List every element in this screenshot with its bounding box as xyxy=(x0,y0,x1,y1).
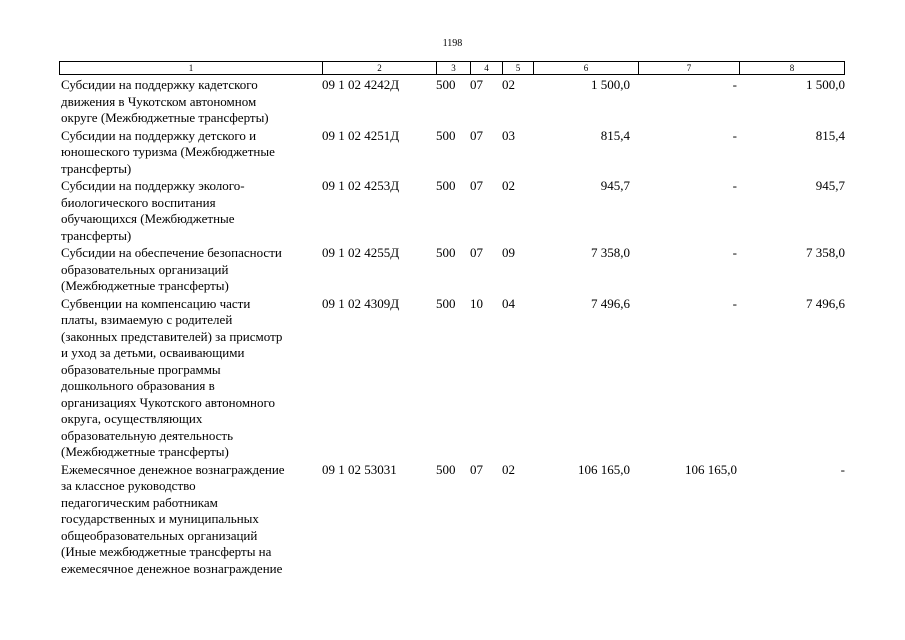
row-name-line: биологического воспитания xyxy=(61,194,216,210)
row-name-line: образовательных организаций xyxy=(61,261,229,277)
row-code: 09 1 02 4242Д xyxy=(322,77,400,92)
row-name-line: обучающихся (Межбюджетные xyxy=(61,211,235,226)
row-name xyxy=(61,245,319,295)
row-name-line: платы, взимаемую с родителей xyxy=(61,312,233,327)
row-name-line: Субвенции на компенсацию части xyxy=(61,295,251,311)
row-name-line: Субсидии на поддержку кадетского xyxy=(61,77,258,92)
row-name xyxy=(61,128,319,178)
row-col-4: 07 xyxy=(470,127,483,143)
row-name-line: общеобразовательных организаций xyxy=(61,527,258,543)
row-name-line: ежемесячное денежное вознаграждение xyxy=(61,560,283,576)
row-name-line: трансферты) xyxy=(61,227,132,243)
row-col-5: 02 xyxy=(502,77,515,92)
row-col-3: 500 xyxy=(436,77,456,92)
row-col-4: 07 xyxy=(470,178,483,193)
row-col-3: 500 xyxy=(436,295,456,311)
header-col-1: 1 xyxy=(188,63,194,73)
header-col-6: 6 xyxy=(533,62,638,74)
row-col-8: 7 496,6 xyxy=(806,295,845,311)
row-code: 09 1 02 4253Д xyxy=(322,178,400,193)
row-col-6: 815,4 xyxy=(600,127,630,143)
row-code: 09 1 02 53031 xyxy=(322,461,397,477)
row-name xyxy=(61,77,319,127)
row-col-3: 500 xyxy=(436,245,456,260)
row-col-4: 10 xyxy=(470,295,483,311)
row-col-8: 1 500,0 xyxy=(806,77,845,92)
row-name-line: (Иные межбюджетные трансферты на xyxy=(61,544,272,559)
row-name-line: (Межбюджетные трансферты) xyxy=(61,444,229,459)
row-name-line: трансферты) xyxy=(61,160,132,176)
row-col-7: - xyxy=(732,77,737,92)
row-name-line: Субсидии на обеспечение безопасности xyxy=(61,245,282,260)
header-col-7: 7 xyxy=(638,62,739,74)
row-col-8: - xyxy=(840,461,845,477)
row-col-6: 1 500,0 xyxy=(591,77,630,92)
row-name-line: округа, осуществляющих xyxy=(61,411,203,426)
header-col-4: 4 xyxy=(470,62,502,74)
row-name-line: образовательные программы xyxy=(61,361,221,377)
row-col-6: 7 358,0 xyxy=(591,245,630,260)
row-col-7: 106 165,0 xyxy=(685,461,737,477)
row-col-5: 02 xyxy=(502,461,515,477)
row-col-8: 7 358,0 xyxy=(806,245,845,260)
row-code: 09 1 02 4309Д xyxy=(322,295,400,311)
row-name-line: Ежемесячное денежное вознаграждение xyxy=(61,461,285,477)
row-name-line: (законных представителей) за присмотр xyxy=(61,328,283,344)
row-col-5: 02 xyxy=(502,178,515,193)
row-name-line: дошкольного образования в xyxy=(61,378,215,393)
header-col-3: 3 xyxy=(436,62,470,74)
row-col-7: - xyxy=(732,295,737,311)
row-col-6: 7 496,6 xyxy=(591,295,630,311)
header-col-5: 5 xyxy=(502,62,533,74)
row-col-8: 815,4 xyxy=(815,127,845,143)
row-col-8: 945,7 xyxy=(815,178,845,193)
row-col-4: 07 xyxy=(470,77,483,92)
row-col-7: - xyxy=(732,245,737,260)
row-col-6: 945,7 xyxy=(600,178,630,193)
row-name-line: Субсидии на поддержку эколого- xyxy=(61,178,245,193)
row-col-5: 09 xyxy=(502,245,515,260)
header-col-8: 8 xyxy=(739,62,844,74)
row-name-line: округе (Межбюджетные трансферты) xyxy=(61,110,269,125)
row-col-3: 500 xyxy=(436,178,456,193)
row-name-line: организациях Чукотского автономного xyxy=(61,394,276,410)
table-header xyxy=(59,61,845,75)
row-col-5: 04 xyxy=(502,295,515,311)
page-number: 1198 xyxy=(442,38,463,49)
row-name-line: и уход за детьми, осваивающими xyxy=(61,345,245,360)
row-col-7: - xyxy=(732,178,737,193)
row-name-line: педагогическим работникам xyxy=(61,494,218,510)
row-name-line: юношеского туризма (Межбюджетные xyxy=(61,144,275,159)
row-name-line: государственных и муниципальных xyxy=(61,511,259,526)
row-col-6: 106 165,0 xyxy=(578,461,630,477)
row-col-5: 03 xyxy=(502,127,515,143)
row-col-3: 500 xyxy=(436,461,456,477)
row-name-line: движения в Чукотском автономном xyxy=(61,93,257,109)
row-name-line: образовательную деятельность xyxy=(61,427,234,443)
row-col-4: 07 xyxy=(470,461,483,477)
row-name xyxy=(61,178,319,244)
row-name-line: за классное руководство xyxy=(61,478,196,493)
row-name-line: Субсидии на поддержку детского и xyxy=(61,127,257,143)
row-name xyxy=(61,462,319,578)
header-col-2: 2 xyxy=(322,62,436,74)
row-code: 09 1 02 4255Д xyxy=(322,245,400,260)
row-name-line: (Межбюджетные трансферты) xyxy=(61,278,229,293)
row-col-7: - xyxy=(732,127,737,143)
row-code: 09 1 02 4251Д xyxy=(322,127,400,143)
row-name xyxy=(61,296,319,461)
row-col-4: 07 xyxy=(470,245,483,260)
row-col-3: 500 xyxy=(436,127,456,143)
